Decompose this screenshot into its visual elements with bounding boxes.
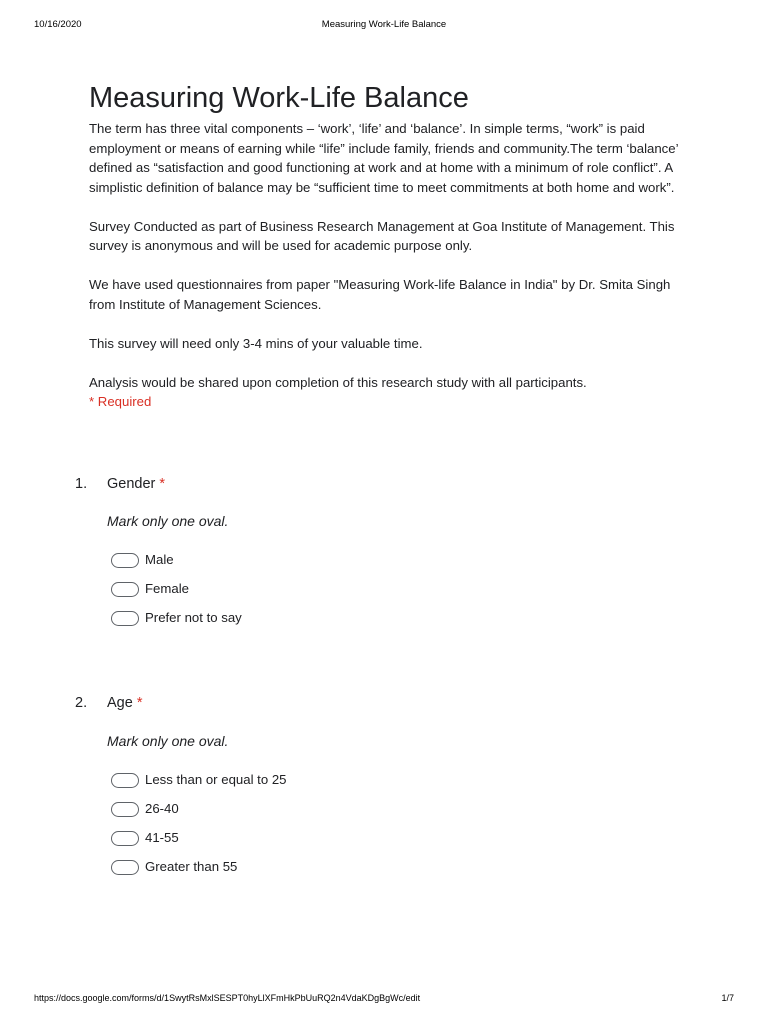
print-header bbox=[34, 19, 734, 31]
question-title-text: Gender bbox=[107, 476, 156, 492]
question-title bbox=[107, 693, 143, 713]
description-paragraph: The term has three vital components – ‘work’, ‘life’ and ‘balance’. In simple terms, “work” is paid employment or means of earning while “life” include family, friends and community.The term ‘balance’ defined as “satisfaction and good functioning at work and at home with a minimum of role conflict”. A simplistic definition of balance may be “sufficient time to meet commitments at both home and work”. bbox=[89, 121, 679, 195]
option-label: Less than or equal to 25 bbox=[145, 772, 287, 787]
print-page-title: Measuring Work-Life Balance bbox=[321, 19, 447, 30]
option-female[interactable] bbox=[111, 579, 189, 599]
print-date: 10/16/2020 bbox=[34, 19, 82, 30]
radio-oval[interactable] bbox=[111, 802, 139, 817]
description-paragraph: Survey Conducted as part of Business Research Management at Goa Institute of Management. This survey is anonymous and will be used for academic purpose only. bbox=[89, 218, 675, 253]
radio-oval[interactable] bbox=[111, 611, 139, 626]
required-note: * Required bbox=[89, 394, 152, 409]
page-number: 1/7 bbox=[721, 993, 734, 1003]
option-label: Greater than 55 bbox=[145, 859, 238, 874]
option-label: 41-55 bbox=[145, 830, 179, 845]
option-greater-than-55[interactable] bbox=[111, 857, 237, 877]
option-male[interactable] bbox=[111, 550, 174, 570]
question-title bbox=[107, 474, 165, 494]
question-help-text: Mark only one oval. bbox=[107, 513, 229, 529]
print-footer bbox=[34, 993, 734, 1005]
option-label: Female bbox=[145, 581, 189, 596]
radio-oval[interactable] bbox=[111, 860, 139, 875]
option-prefer-not-to-say[interactable] bbox=[111, 608, 242, 628]
option-less-than-or-equal-to-25[interactable] bbox=[111, 770, 287, 790]
radio-oval[interactable] bbox=[111, 831, 139, 846]
option-label: 26-40 bbox=[145, 801, 179, 816]
required-asterisk: * bbox=[136, 695, 143, 711]
radio-oval[interactable] bbox=[111, 582, 139, 597]
question-title-text: Age bbox=[107, 695, 133, 711]
option-label: Male bbox=[145, 552, 174, 567]
required-asterisk: * bbox=[159, 476, 166, 492]
question-help-text: Mark only one oval. bbox=[107, 733, 229, 749]
page-url: https://docs.google.com/forms/d/1SwytRsMxlSESPT0hyLlXFmHkPbUuRQ2n4VdaKDgBgWc/edit bbox=[34, 993, 421, 1003]
option-26-40[interactable] bbox=[111, 799, 179, 819]
description-paragraph: This survey will need only 3-4 mins of your valuable time. bbox=[89, 335, 423, 351]
question-number: 2. bbox=[75, 695, 88, 711]
form-title: Measuring Work-Life Balance bbox=[89, 82, 469, 114]
question-number: 1. bbox=[75, 476, 88, 492]
radio-oval[interactable] bbox=[111, 553, 139, 568]
description-paragraph: Analysis would be shared upon completion of this research study with all participants. bbox=[89, 374, 587, 390]
description-paragraph: We have used questionnaires from paper "Measuring Work-life Balance in India" by Dr. Smita Singh from Institute of Management Sciences. bbox=[89, 277, 671, 312]
option-41-55[interactable] bbox=[111, 828, 179, 848]
form-description bbox=[89, 119, 679, 412]
radio-oval[interactable] bbox=[111, 773, 139, 788]
option-label: Prefer not to say bbox=[145, 610, 242, 625]
